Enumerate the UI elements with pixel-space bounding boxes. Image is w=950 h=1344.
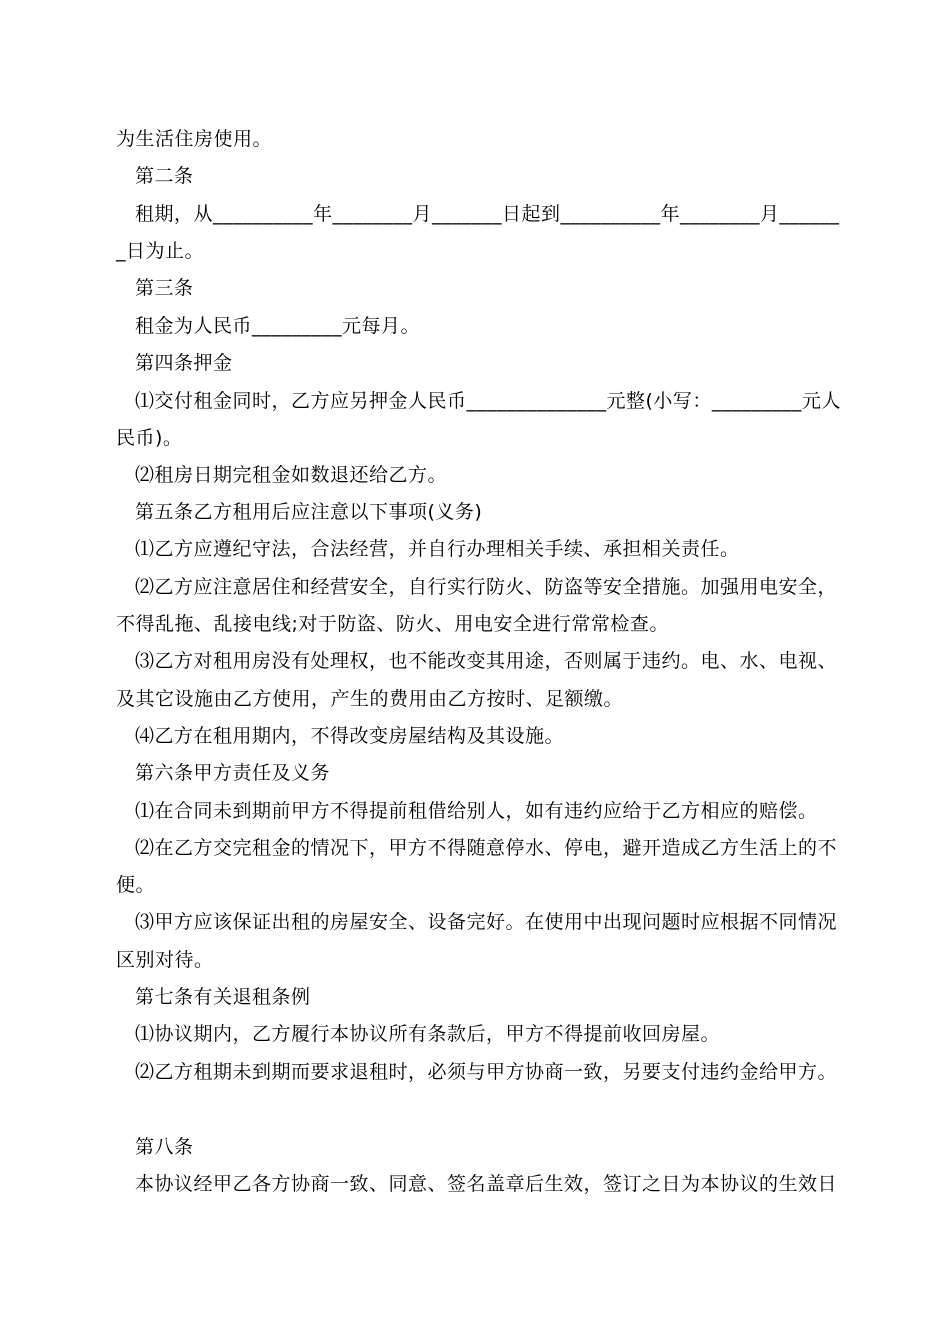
text-line: ⑵租房日期完租金如数退还给乙方。 (135, 464, 448, 486)
text-line: 及其它设施由乙方使用，产生的费用由乙方按时、足额缴。 (116, 688, 624, 710)
text-line: 租金为人民币_________元每月。 (135, 315, 421, 337)
text-line: ⑵乙方应注意居住和经营安全，自行实行防火、防盗等安全措施。加强用电安全， (135, 576, 838, 598)
text-line: 租期，从__________年________月_______日起到__________年________月______ (135, 203, 840, 225)
text-line: ⑴交付租金同时，乙方应另押金人民币______________元整(小写：_________元人 (135, 390, 841, 412)
text-line: 本协议经甲乙各方协商一致、同意、签名盖章后生效，签订之日为本协议的生效日 (135, 1173, 838, 1195)
text-line: ⑵在乙方交完租金的情况下，甲方不得随意停水、停电，避开造成乙方生活上的不 (135, 837, 838, 859)
text-line: 民币)。 (116, 427, 183, 449)
article-heading: 第六条甲方责任及义务 (135, 762, 331, 784)
text-line: ⑵乙方租期未到期而要求退租时，必须与甲方协商一致，另要支付违约金给甲方。 (135, 1061, 838, 1083)
text-line: ⑴在合同未到期前甲方不得提前租借给别人，如有违约应给于乙方相应的赔偿。 (135, 800, 818, 822)
text-line: ⑶甲方应该保证出租的房屋安全、设备完好。在使用中出现问题时应根据不同情况 (135, 911, 838, 933)
article-heading: 第三条 (135, 277, 194, 299)
article-heading: 第七条有关退租条例 (135, 986, 311, 1008)
text-line: ⑶乙方对租用房没有处理权，也不能改变其用途，否则属于违约。电、水、电视、 (135, 650, 838, 672)
article-heading: 第八条 (135, 1136, 194, 1158)
text-line: 便。 (116, 874, 156, 896)
text-line: _日为止。 (116, 240, 205, 262)
text-line: 区别对待。 (116, 949, 214, 971)
text-line: 不得乱拖、乱接电线;对于防盗、防火、用电安全进行常常检查。 (116, 613, 669, 635)
text-line: ⑷乙方在租用期内，不得改变房屋结构及其设施。 (135, 725, 565, 747)
text-line: ⑴乙方应遵纪守法，合法经营，并自行办理相关手续、承担相关责任。 (135, 538, 740, 560)
article-heading: 第四条押金 (135, 352, 233, 374)
text-line: 为生活住房使用。 (116, 128, 273, 150)
article-heading: 第五条乙方租用后应注意以下事项(义务) (135, 501, 483, 523)
article-heading: 第二条 (135, 165, 194, 187)
text-line: ⑴协议期内，乙方履行本协议所有条款后，甲方不得提前收回房屋。 (135, 1023, 721, 1045)
